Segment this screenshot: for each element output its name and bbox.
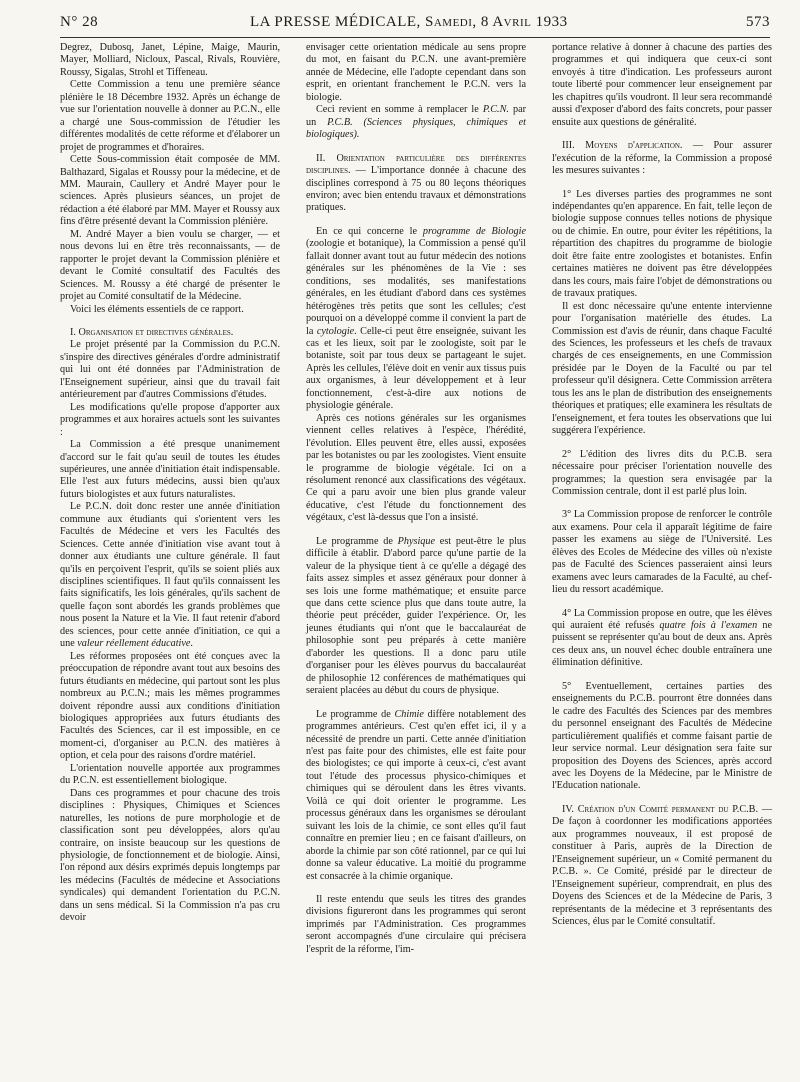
section-heading-4: [552, 804, 772, 929]
paragraph: Les modifications qu'elle propose d'apporter aux programmes et aux horaires actuels sont les suivantes :: [60, 401, 280, 438]
paragraph: [306, 536, 526, 698]
paragraph: Degrez, Dubosq, Janet, Lépine, Maige, Maurin, Mayer, Molliard, Nicloux, Pascal, Rivals, Rouvière, Roussy, Sigalas, Strohl et Tiffeneau.: [60, 42, 280, 78]
paragraph: M. André Mayer a bien voulu se charger, — et nous devons lui en être très reconnaissants, — de rapporter le projet devant la Commission plénière et devant le Comité consultatif des Facultés des Sciences. M. Roussy a été chargé de présenter le projet au Comité consultatif de la Médecine.: [60, 228, 280, 303]
section-heading-1: [60, 327, 280, 339]
text-run: 4° La Commission propose en outre, que les élèves qui auraient été refusés: [552, 607, 772, 632]
emphasis: P.C.N.: [482, 104, 509, 116]
page-header: [60, 14, 770, 36]
paragraph: Les réformes proposées ont été conçues avec la préoccupation de répondre avant tout aux besoins des futurs étudiants en médecine, qui partout sont les plus nombreux au P.C.N.; mais les mêmes programmes doivent répondre aussi aux conditions d'initiation biologiques appropriées aux futurs étudiants des Facultés des Sciences, car il est impossible, en ce moment-ci, d'organiser au P.C.N. des matières à option, et cela pour des raisons d'ordre matériel.: [60, 650, 280, 762]
journal-title: LA PRESSE MÉDICALE, Samedi, 8 Avril 1933: [250, 14, 568, 30]
paragraph: Dans ces programmes et pour chacune des trois disciplines : Physiques, Chimiques et Sciences naturelles, les notions de pure morphologie et de classification sont peu développées, alors qu'au contraire, on insiste beaucoup sur les questions de physiologie, de fonctionnement et de biologie. Ainsi, l'on répond aux désirs exprimés depuis longtemps par les médecins (Facultés de médecine et Associations syndicales) qui demandent l'orientation du P.C.N. dans un sens médical. Si la Commission n'a pas cru devoir: [60, 787, 280, 924]
paragraph: Il reste entendu que seuls les titres des grandes divisions figureront dans les programmes qui seront imprimés par l'Administration. Ces programmes seront accompagnés d'une circulaire qui précisera l'esprit de la réforme, l'im-: [306, 894, 526, 955]
text-run: Ceci revient en somme à remplacer le: [316, 104, 483, 116]
emphasis: P.C.B.: [327, 116, 353, 128]
text-run: ne puissent se représenter qu'au bout de deux ans. Après ces deux ans, un nouvel échec double entraînera une élimination définitive.: [552, 620, 772, 669]
emphasis: quatre fois à l'examen: [659, 620, 758, 632]
paragraph: Le projet présenté par la Commission du P.C.N. s'inspire des directives générales d'ordre administratif qui lui ont été données par l'Administration de l'Enseignement supérieur, ainsi que du travail fait antérieurement par d'autres Commissions d'études.: [60, 339, 280, 401]
paragraph: L'orientation nouvelle apportée aux programmes du P.C.N. est essentiellement biologique.: [60, 762, 280, 787]
heading-text: II. Orientation particulière des différentes disciplines.: [306, 152, 526, 177]
paragraph: [306, 709, 526, 883]
paragraph: 1° Les diverses parties des programmes ne sont indépendantes qu'en apparence. En fait, telle leçon de biologie suppose connues telles notions de physique ou de chimie. En outre, pour éviter les répétitions, la répartition des chapitres du programme de biologie doit être faite entre zoologistes et botanistes. Enfin certaines matières ne doivent pas être développées dans les cours, mais faire l'objet de démonstrations ou de travaux pratiques.: [552, 188, 772, 300]
section-heading-3: [552, 140, 772, 177]
column-2: [306, 42, 526, 956]
emphasis: cytologie: [316, 325, 355, 337]
emphasis: Chimie: [394, 708, 424, 720]
paragraph: [60, 501, 280, 650]
paragraph: portance relative à donner à chacune des parties des programmes et qui indiquera que ceux-ci sont envoyés à titre d'indication. Les professeurs auront toute liberté pour commencer leur enseignement par les chapitres qu'ils voudront. Il leur sera recommandé aussi d'exposer d'abord des faits concrets, pour passer ensuite aux questions de généralité.: [552, 42, 772, 128]
paragraph: 5° Eventuellement, certaines parties des enseignements du P.C.B. pourront être données dans le cadre des Facultés des Sciences par des membres du personnel enseignant des Facultés de Médecine particulièrement qualifiés et comme faisant partie de leur service normal. Leur désignation sera faite sur proposition des Doyens des Sciences, après accord avec les Doyens de la Médecine, par le Ministre de l'Education nationale.: [552, 680, 772, 792]
text-run: Le programme de: [316, 708, 395, 720]
paragraph: 2° L'édition des livres dits du P.C.B. sera nécessaire pour préciser l'orientation nouvelle des programmes; la question sera envisagée par la Commission centrale, dont il est parlé plus loin.: [552, 448, 772, 497]
text-run: Le P.C.N. doit donc rester une année d'initiation commune aux étudiants qui s'orientent vers les Facultés de Médecine et vers les Facultés des Sciences. Cette année d'initiation vise avant tout à donner aux étudiants une culture générale. Il faut qu'ils en perçoivent l'esprit, qu'ils se soient pliés aux disciplines scientifiques. Il faut qu'ils connaissent les faits significatifs, les lois générales, qu'ils sachent de quelle façon sont abordés les grands problèmes que nous posent la Nature et la Vie. Il faut retenir d'abord des sciences, pour cette année d'initiation, ce qui a une: [60, 501, 280, 650]
paragraph: envisager cette orientation médicale au sens propre du mot, en faisant du P.C.N. une avant-première année de Médecine, elle l'adopte cependant dans son esprit, en orientant franchement le P.C.N. vers la biologie.: [306, 42, 526, 103]
paragraph: Après ces notions générales sur les organismes viennent celles relatives à l'espèce, l'hérédité, l'évolution. Elles peuvent être, elles aussi, exposées par les botanistes ou par les zoologistes. Vient ensuite le programme de biologie végétale. Ici on a résolument renoncé aux classifications des végétaux. Ce qui a paru avoir une bien plus grande valeur éducative, c'est l'étude du fonctionnement des végétaux, c'est là-dessus que l'on a insisté.: [306, 412, 526, 524]
paragraph: Cette Commission a tenu une première séance plénière le 18 Décembre 1932. Après un échange de vue sur l'orientation nouvelle à donner au P.C.N., elle a chargé une Sous-commission de l'étudier les différentes modalités de cette réforme et d'élaborer un projet de programmes et d'horaires.: [60, 79, 280, 153]
paragraph: Voici les éléments essentiels de ce rapport.: [70, 303, 244, 315]
text-run: .: [190, 638, 193, 650]
page-number: 573: [746, 14, 770, 30]
column-3: [552, 42, 772, 928]
paragraph: [306, 104, 526, 141]
text-run: — L'importance donnée à chacune des disciplines correspond à 75 ou 80 leçons théoriques environ; avec bien entendu travaux et démonstrations pratiques.: [306, 165, 526, 214]
heading-text: IV. Création d'un Comité permanent du P.C.B.: [562, 803, 759, 815]
emphasis: valeur réellement éducative: [77, 638, 191, 650]
heading-text: III. Moyens d'application.: [562, 140, 683, 152]
heading-text: I. Organisation et directives générales.: [70, 326, 234, 338]
paragraph: Cette Sous-commission était composée de MM. Balthazard, Sigalas et Roussy pour la médecine, et de MM. Maurain, Caullery et André Mayer pour le sciences. Après plusieurs séances, un projet de rédaction a été élaboré par MM. Mayer et Roussy aux fins d'être présenté devant la Commission plénière.: [60, 154, 280, 228]
text-run: — Pour assurer l'exécution de la réforme, la Commission a proposé les mesures suivantes :: [552, 140, 772, 177]
section-heading-2: [306, 153, 526, 215]
issue-number: N° 28: [60, 14, 99, 30]
paragraph: [552, 608, 772, 670]
article-body: [60, 42, 772, 1072]
text-run: — De façon à coordonner les modifications apportées aux programmes nouveaux, il est proposé de constituer à Paris, auprès de la Direction de l'Enseignement supérieur, un « Comité permanent du P.C.B. ». Ce Comité, présidé par le directeur de l'Enseignement supérieur, comprendrait, en plus des Doyens des Sciences et de la Médecine de Paris, 3 représentants de la médecine et 3 représentants des Sciences, élus par le Comité consultatif.: [552, 803, 772, 927]
paragraph: [306, 226, 526, 413]
header-rule: [60, 37, 770, 38]
column-1: [60, 42, 280, 925]
text-run: diffère notablement des programmes antérieurs. C'est qu'en effet ici, il y a nécessité de prendre un parti. Cette année d'initiation n'est pas faite pour des chimistes, elle est faite pour des biologistes; ce qui importe à ceux-ci, c'est avant tout l'étude des processus physico-chimiques et chimiques qui se déroulent dans les êtres vivants. Voilà ce qui doit orienter le programme. Les processus généraux dans les organismes se déroulant suivant les lois de la chimie, ce sont elles qu'il faut connaître en premier lieu ; en ce faisant d'ailleurs, on aborde la chimie par son côté rationnel, par ce qui lui donne sa valeur éducative. La moitié du programme est consacrée à la chimie organique.: [306, 708, 526, 882]
text-run: par un: [306, 104, 526, 128]
text-run: . Celle-ci peut être enseignée, suivant les cas et les lieux, soit par le zoologiste, soit par le botaniste, soit par tous deux se partageant le sujet. Après les cellules, l'élève doit en venir aux tissus puis aux organismes, à leur développement et à leur fonctionnement, c'est-à-dire aux notions de physiologie générale.: [306, 325, 526, 412]
paragraph: La Commission a été presque unanimement d'accord sur le fait qu'au seuil de toutes les études supérieures, une année d'initiation était indispensable. Elle l'est aux futurs médecins, aussi bien qu'aux futurs biologistes et aux futurs naturalistes.: [60, 439, 280, 500]
text-run: est peut-être le plus difficile à établir. D'abord parce qu'une partie de la valeur de la physique tient à ce qu'elle a dégagé des faits assez simples et assez généraux pour donner à ses lois une forme mathématique; et ensuite parce que dans cette science plus que dans toute autre, la théorie peut précéder, guider l'expérience. Or, les jeunes étudiants qui n'ont que le baccalauréat de philosophie sont peu préparés à cette manière d'aborder les questions. Il a donc paru utile d'organiser pour les élèves pourvus du baccalauréat de philosophie 12 conférences de mathématiques qui seraient placées au début du cours de physique.: [306, 535, 526, 697]
paragraph: 3° La Commission propose de renforcer le contrôle aux examens. Pour cela il apparaît légitime de faire passer les examens au siège de l'Université. Les élèves des Ecoles de Médecine des villes où n'existe pas de Faculté des Sciences passeraient ainsi leurs examens avec leurs camarades de la Faculté, au chef-lieu du ressort académique.: [552, 509, 772, 596]
emphasis: Physique: [397, 535, 436, 547]
text-run: Le programme de: [316, 535, 398, 547]
emphasis: (Sciences physiques, chimiques et biologiques).: [306, 116, 526, 141]
emphasis: programme de Biologie: [422, 225, 526, 237]
text-run: (zoologie et botanique), la Commission a pensé qu'il fallait donner avant tout au futur médecin des notions générales sur les phénomènes de la Vie : ses conditions, ses modalités, ses manifestations générales, en les étudiant d'abord dans ces systèmes hétérogènes très petits que sont les cellules; c'est pourquoi on a développé comme il convient la part de la: [306, 238, 526, 337]
text-run: En ce qui concerne le: [316, 225, 423, 237]
paragraph: Il est donc nécessaire qu'une entente intervienne pour l'organisation matérielle des études. La Commission est d'avis de réunir, dans chaque Faculté des Sciences, les professeurs et les chefs de travaux chargés de ces enseignements, en une Commission présidée par le Doyen de la Faculté ou par tel professeur qu'il désignera. Cette Commission arrêtera tous les ans le plan de distribution des enseignements théoriques et pratiques; elle examinera les résultats de l'enseignement, et fera toutes les observations que lui suggérera l'expérience.: [552, 300, 772, 437]
